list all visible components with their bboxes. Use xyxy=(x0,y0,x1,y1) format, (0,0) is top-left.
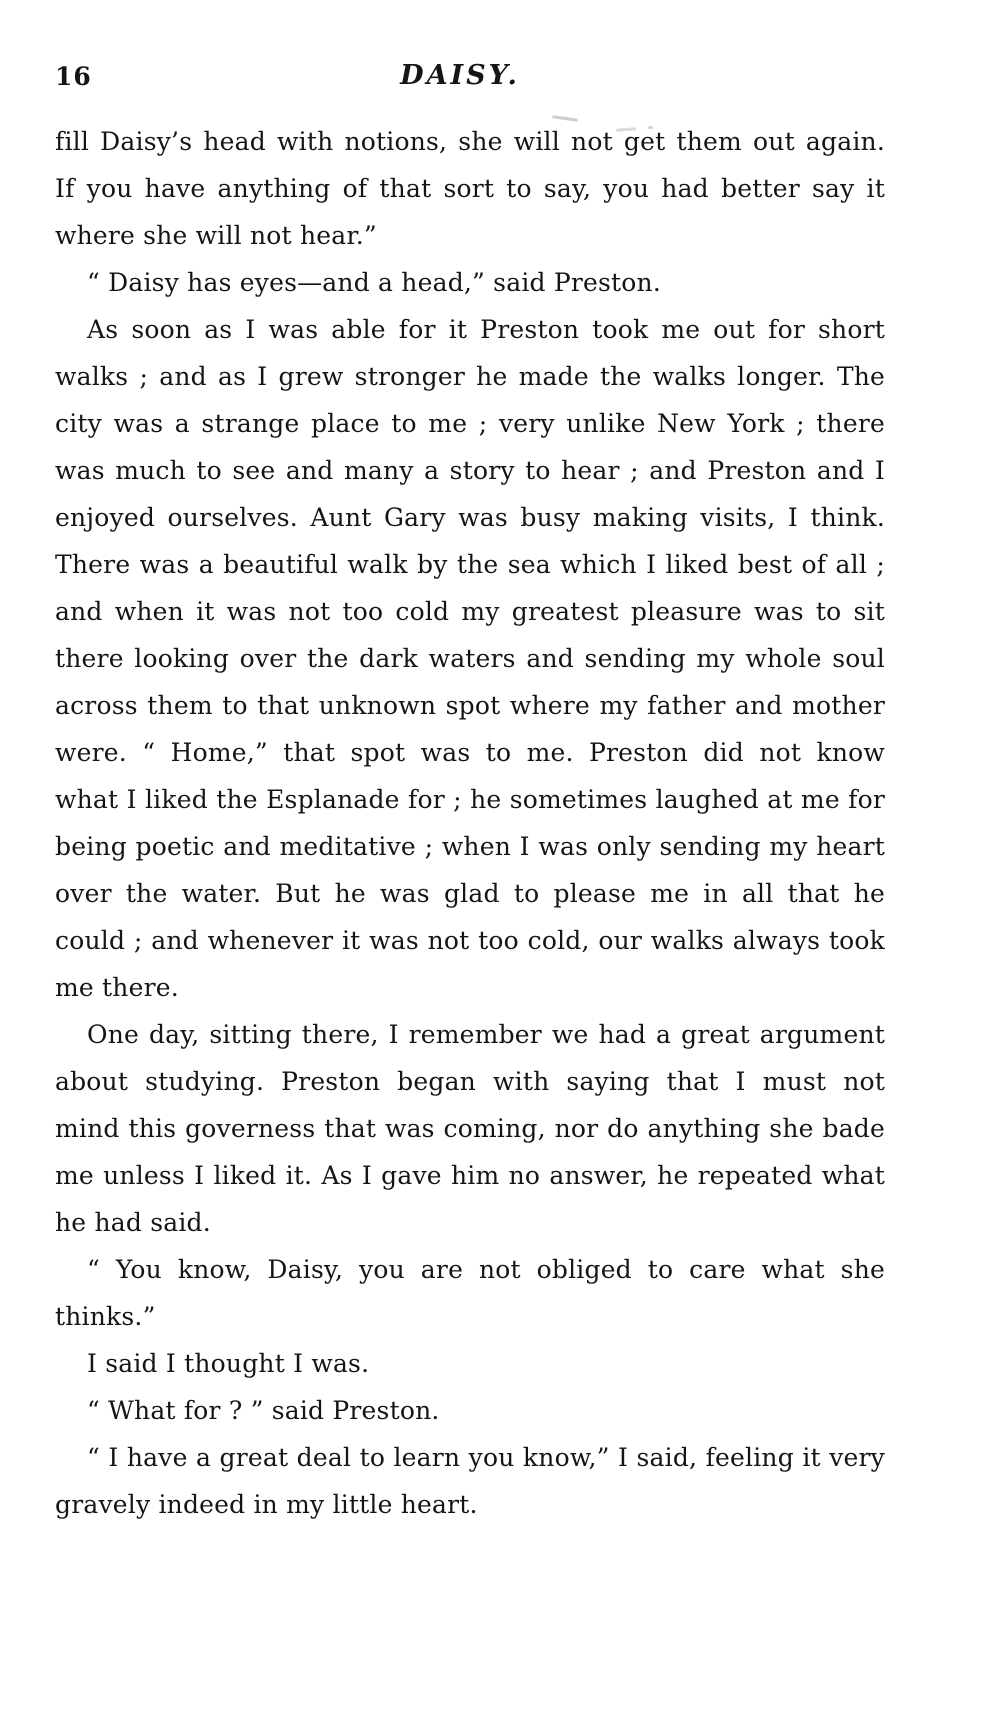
text-line: There was a beautiful walk by the sea which I liked best of all ; xyxy=(55,550,885,579)
text-line: walks ; and as I grew stronger he made the walks longer. The xyxy=(55,362,885,391)
text-line: “ You know, Daisy, you are not obliged to care what she xyxy=(87,1255,885,1284)
text-line: I said I thought I was. xyxy=(87,1349,370,1378)
paragraph xyxy=(55,1246,885,1340)
text-line: As soon as I was able for it Preston took me out for short xyxy=(87,315,885,344)
text-line: “ What for ? ” said Preston. xyxy=(87,1396,440,1425)
paragraph xyxy=(55,1387,885,1434)
paragraph xyxy=(55,1434,885,1528)
text-line: thinks.” xyxy=(55,1302,156,1331)
text-line: enjoyed ourselves. Aunt Gary was busy making visits, I think. xyxy=(55,503,885,532)
page-body xyxy=(55,118,885,1528)
text-line: “ Daisy has eyes—and a head,” said Preston. xyxy=(87,268,662,297)
text-line: “ I have a great deal to learn you know,” I said, feeling it very xyxy=(87,1443,885,1472)
text-line: where she will not hear.” xyxy=(55,221,377,250)
text-line: If you have anything of that sort to say, you had better say it xyxy=(55,174,885,203)
page-header xyxy=(55,60,885,96)
text-line: One day, sitting there, I remember we had a great argument xyxy=(87,1020,885,1049)
text-line: me unless I liked it. As I gave him no answer, he repeated what xyxy=(55,1161,885,1190)
text-line: mind this governess that was coming, nor do anything she bade xyxy=(55,1114,885,1143)
text-line: gravely indeed in my little heart. xyxy=(55,1490,478,1519)
text-line: over the water. But he was glad to please me in all that he xyxy=(55,879,885,908)
text-line: could ; and whenever it was not too cold, our walks always took xyxy=(55,926,885,955)
text-line: and when it was not too cold my greatest pleasure was to sit xyxy=(55,597,885,626)
paragraph xyxy=(55,1340,885,1387)
text-line: what I liked the Esplanade for ; he sometimes laughed at me for xyxy=(55,785,885,814)
text-line: fill Daisy’s head with notions, she will not get them out again. xyxy=(55,127,885,156)
paragraph xyxy=(55,306,885,1011)
text-line: were. “ Home,” that spot was to me. Preston did not know xyxy=(55,738,885,767)
text-line: about studying. Preston began with saying that I must not xyxy=(55,1067,885,1096)
paragraph xyxy=(55,259,885,306)
text-line: me there. xyxy=(55,973,179,1002)
running-title: DAISY. xyxy=(400,60,520,91)
text-line: being poetic and meditative ; when I was only sending my heart xyxy=(55,832,885,861)
text-line: he had said. xyxy=(55,1208,211,1237)
text-line: there looking over the dark waters and sending my whole soul xyxy=(55,644,885,673)
text-line: city was a strange place to me ; very unlike New York ; there xyxy=(55,409,885,438)
page-number: 16 xyxy=(55,62,92,91)
paragraph xyxy=(55,118,885,259)
text-line: across them to that unknown spot where my father and mother xyxy=(55,691,885,720)
paragraph xyxy=(55,1011,885,1246)
text-line: was much to see and many a story to hear ; and Preston and I xyxy=(55,456,885,485)
